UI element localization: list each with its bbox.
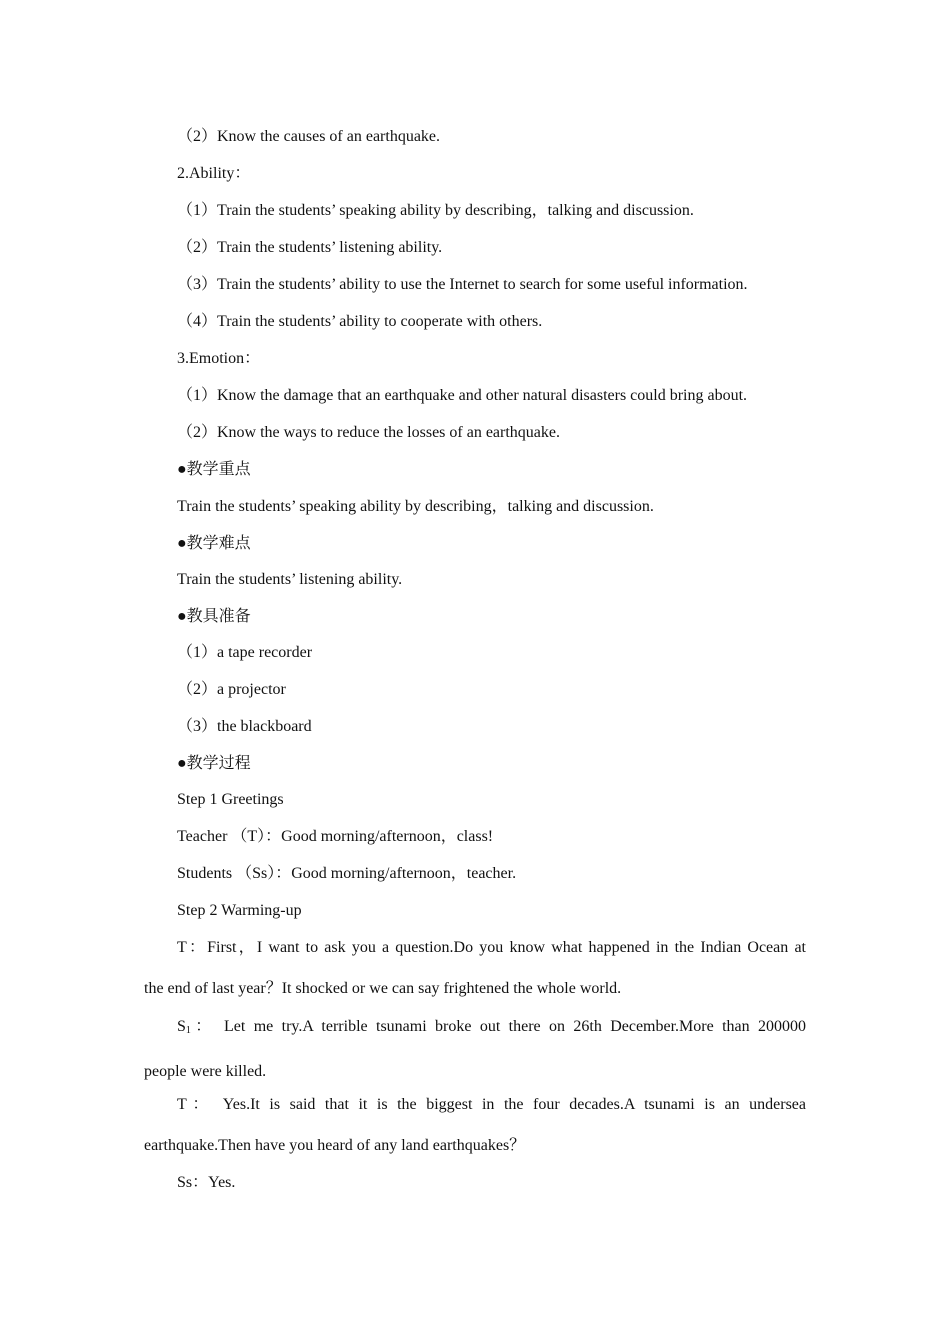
teacher-question-line-1: T：First，I want to ask you a question.Do you know what happened in the Indian Ocean at — [177, 939, 806, 956]
student-answer-line-1 — [144, 1006, 806, 1051]
student-subscript: 1 — [185, 1025, 191, 1036]
heading-difficult-points: ●教学难点 — [177, 535, 251, 552]
step-2-title: Step 2 Warming-up — [177, 902, 302, 919]
objective-knowledge-2: （2）Know the causes of an earthquake. — [177, 128, 441, 145]
aid-item-1: （1）a tape recorder — [177, 644, 313, 661]
student-answer-text: ： Let me try.A terrible tsunami broke out there on 26th December.More than 200000 — [190, 1018, 806, 1035]
teacher-question-line-2: the end of last year？It shocked or we can say frightened the whole world. — [144, 980, 622, 997]
heading-key-points: ●教学重点 — [177, 461, 251, 478]
aid-item-3: （3）the blackboard — [177, 718, 312, 735]
ability-item-1: （1）Train the students’ speaking ability by describing，talking and discussion. — [177, 202, 694, 219]
key-points-text: Train the students’ speaking ability by describing，talking and discussion. — [177, 498, 654, 515]
ability-item-3: （3）Train the students’ ability to use the Internet to search for some useful information. — [177, 276, 748, 293]
step-1-title: Step 1 Greetings — [177, 791, 284, 808]
section-emotion: 3.Emotion： — [177, 350, 261, 367]
aid-item-2: （2）a projector — [177, 681, 286, 698]
dialogue-teacher-greeting: Teacher （T）：Good morning/afternoon，class! — [177, 828, 494, 845]
teacher-response-line-2: earthquake.Then have you heard of any land earthquakes？ — [144, 1137, 526, 1154]
student-speaker: S — [177, 1018, 186, 1035]
ability-item-4: （4）Train the students’ ability to cooperate with others. — [177, 313, 543, 330]
heading-teaching-aids: ●教具准备 — [177, 608, 251, 625]
difficult-points-text: Train the students’ listening ability. — [177, 571, 403, 588]
ability-item-2: （2）Train the students’ listening ability. — [177, 239, 443, 256]
dialogue-student-answer — [144, 1006, 806, 1092]
heading-teaching-process: ●教学过程 — [177, 755, 251, 772]
teacher-response-line-1: T： Yes.It is said that it is the biggest in the four decades.A tsunami is an undersea — [177, 1096, 806, 1113]
dialogue-students-greeting: Students （Ss）：Good morning/afternoon，teacher. — [177, 865, 517, 882]
emotion-item-2: （2）Know the ways to reduce the losses of an earthquake. — [177, 424, 561, 441]
section-ability: 2.Ability： — [177, 165, 251, 182]
dialogue-students-yes: Ss：Yes. — [177, 1174, 236, 1191]
dialogue-teacher-response — [144, 1084, 806, 1166]
student-answer-line-2: people were killed. — [144, 1063, 267, 1080]
dialogue-teacher-question — [144, 927, 806, 1009]
emotion-item-1: （1）Know the damage that an earthquake and other natural disasters could bring about. — [177, 387, 748, 404]
